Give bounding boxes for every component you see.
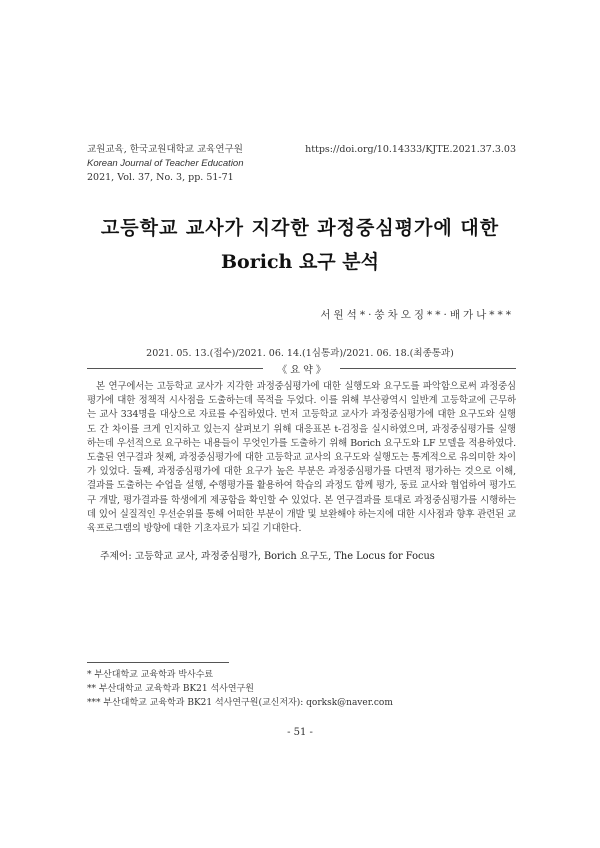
- paper-title-line2: Borich 요구 분석: [221, 251, 379, 273]
- footnote-3: *** 부산대학교 교육학과 BK21 석사연구원(교신저자): qorksk@naver.com: [87, 698, 393, 709]
- paper-title-line1: 고등학교 교사가 지각한 과정중심평가에 대한: [100, 217, 500, 239]
- submission-dates: 2021. 05. 13.(접수)/2021. 06. 14.(1심통과)/2021. 06. 18.(최종통과): [146, 348, 454, 359]
- doi-link[interactable]: https://doi.org/10.14333/KJTE.2021.37.3.03: [305, 144, 516, 155]
- footnote-divider: [87, 662, 229, 663]
- keywords: 주제어: 고등학교 교사, 과정중심평가, Borich 요구도, The Locus for Focus: [100, 551, 435, 562]
- footnotes: [87, 668, 393, 711]
- heading-divider-right: [340, 368, 516, 369]
- journal-volume-info: 2021, Vol. 37, No. 3, pp. 51-71: [87, 172, 234, 183]
- journal-english-name: Korean Journal of Teacher Education: [87, 158, 244, 169]
- abstract-body: 본 연구에서는 고등학교 교사가 지각한 과정중심평가에 대한 실행도와 요구도를 파악함으로써 과정중심평가에 대한 정책적 시사점을 도출하는데 목적을 두었다. 이를 위해 부산광역시 일반계 고등학교에 근무하는 교사 334명을 대상으로 자료를 수집하였다. 먼저 고등학교 교사가 과정중심평가에 대한 요구도와 실행도 간 차이를 크게 인지하고 있는지 살펴보기 위해 대응표본 t-검정을 실시하였으며, 과정중심평가를 실행하는데 우선적으로 요구하는 내용들이 무엇인가를 도출하기 위해 Borich 요구도와 LF 모델을 적용하였다. 도출된 연구결과 첫째, 과정중심평가에 대한 고등학교 교사의 요구도와 실행도는 통계적으로 유의미한 차이가 있었다. 둘째, 과정중심평가에 대한 요구가 높은 부분은 과정중심평가를 다면적 평가하는 것으로 이해, 결과를 도출하는 수업을 설행, 수행평가를 활용하여 학습의 과정도 함께 평가, 동료 교사와 협업하여 평가도구 개발, 평가결과를 학생에게 제공함을 확인할 수 있었다. 본 연구결과를 토대로 과정중심평가를 시행하는데 있어 실질적인 우선순위를 통해 어떠한 부분이 개발 및 보완해야 하는지에 대한 시사점과 향후 관련된 교육프로그램의 방향에 대한 기초자료가 되길 기대한다.: [87, 381, 516, 535]
- journal-header: [87, 143, 244, 185]
- abstract-label: 《 요 약 》: [277, 365, 326, 376]
- footnote-1: * 부산대학교 교육학과 박사수료: [87, 670, 214, 680]
- abstract-heading: [87, 360, 516, 376]
- footnote-2: ** 부산대학교 교육학과 BK21 석사연구원: [87, 684, 254, 695]
- author-list: 서원석*·쑹차오징**·배가나***: [320, 309, 514, 321]
- page-number: - 51 -: [287, 727, 313, 738]
- journal-korean-name: 교원교육, 한국교원대학교 교육연구원: [87, 144, 243, 155]
